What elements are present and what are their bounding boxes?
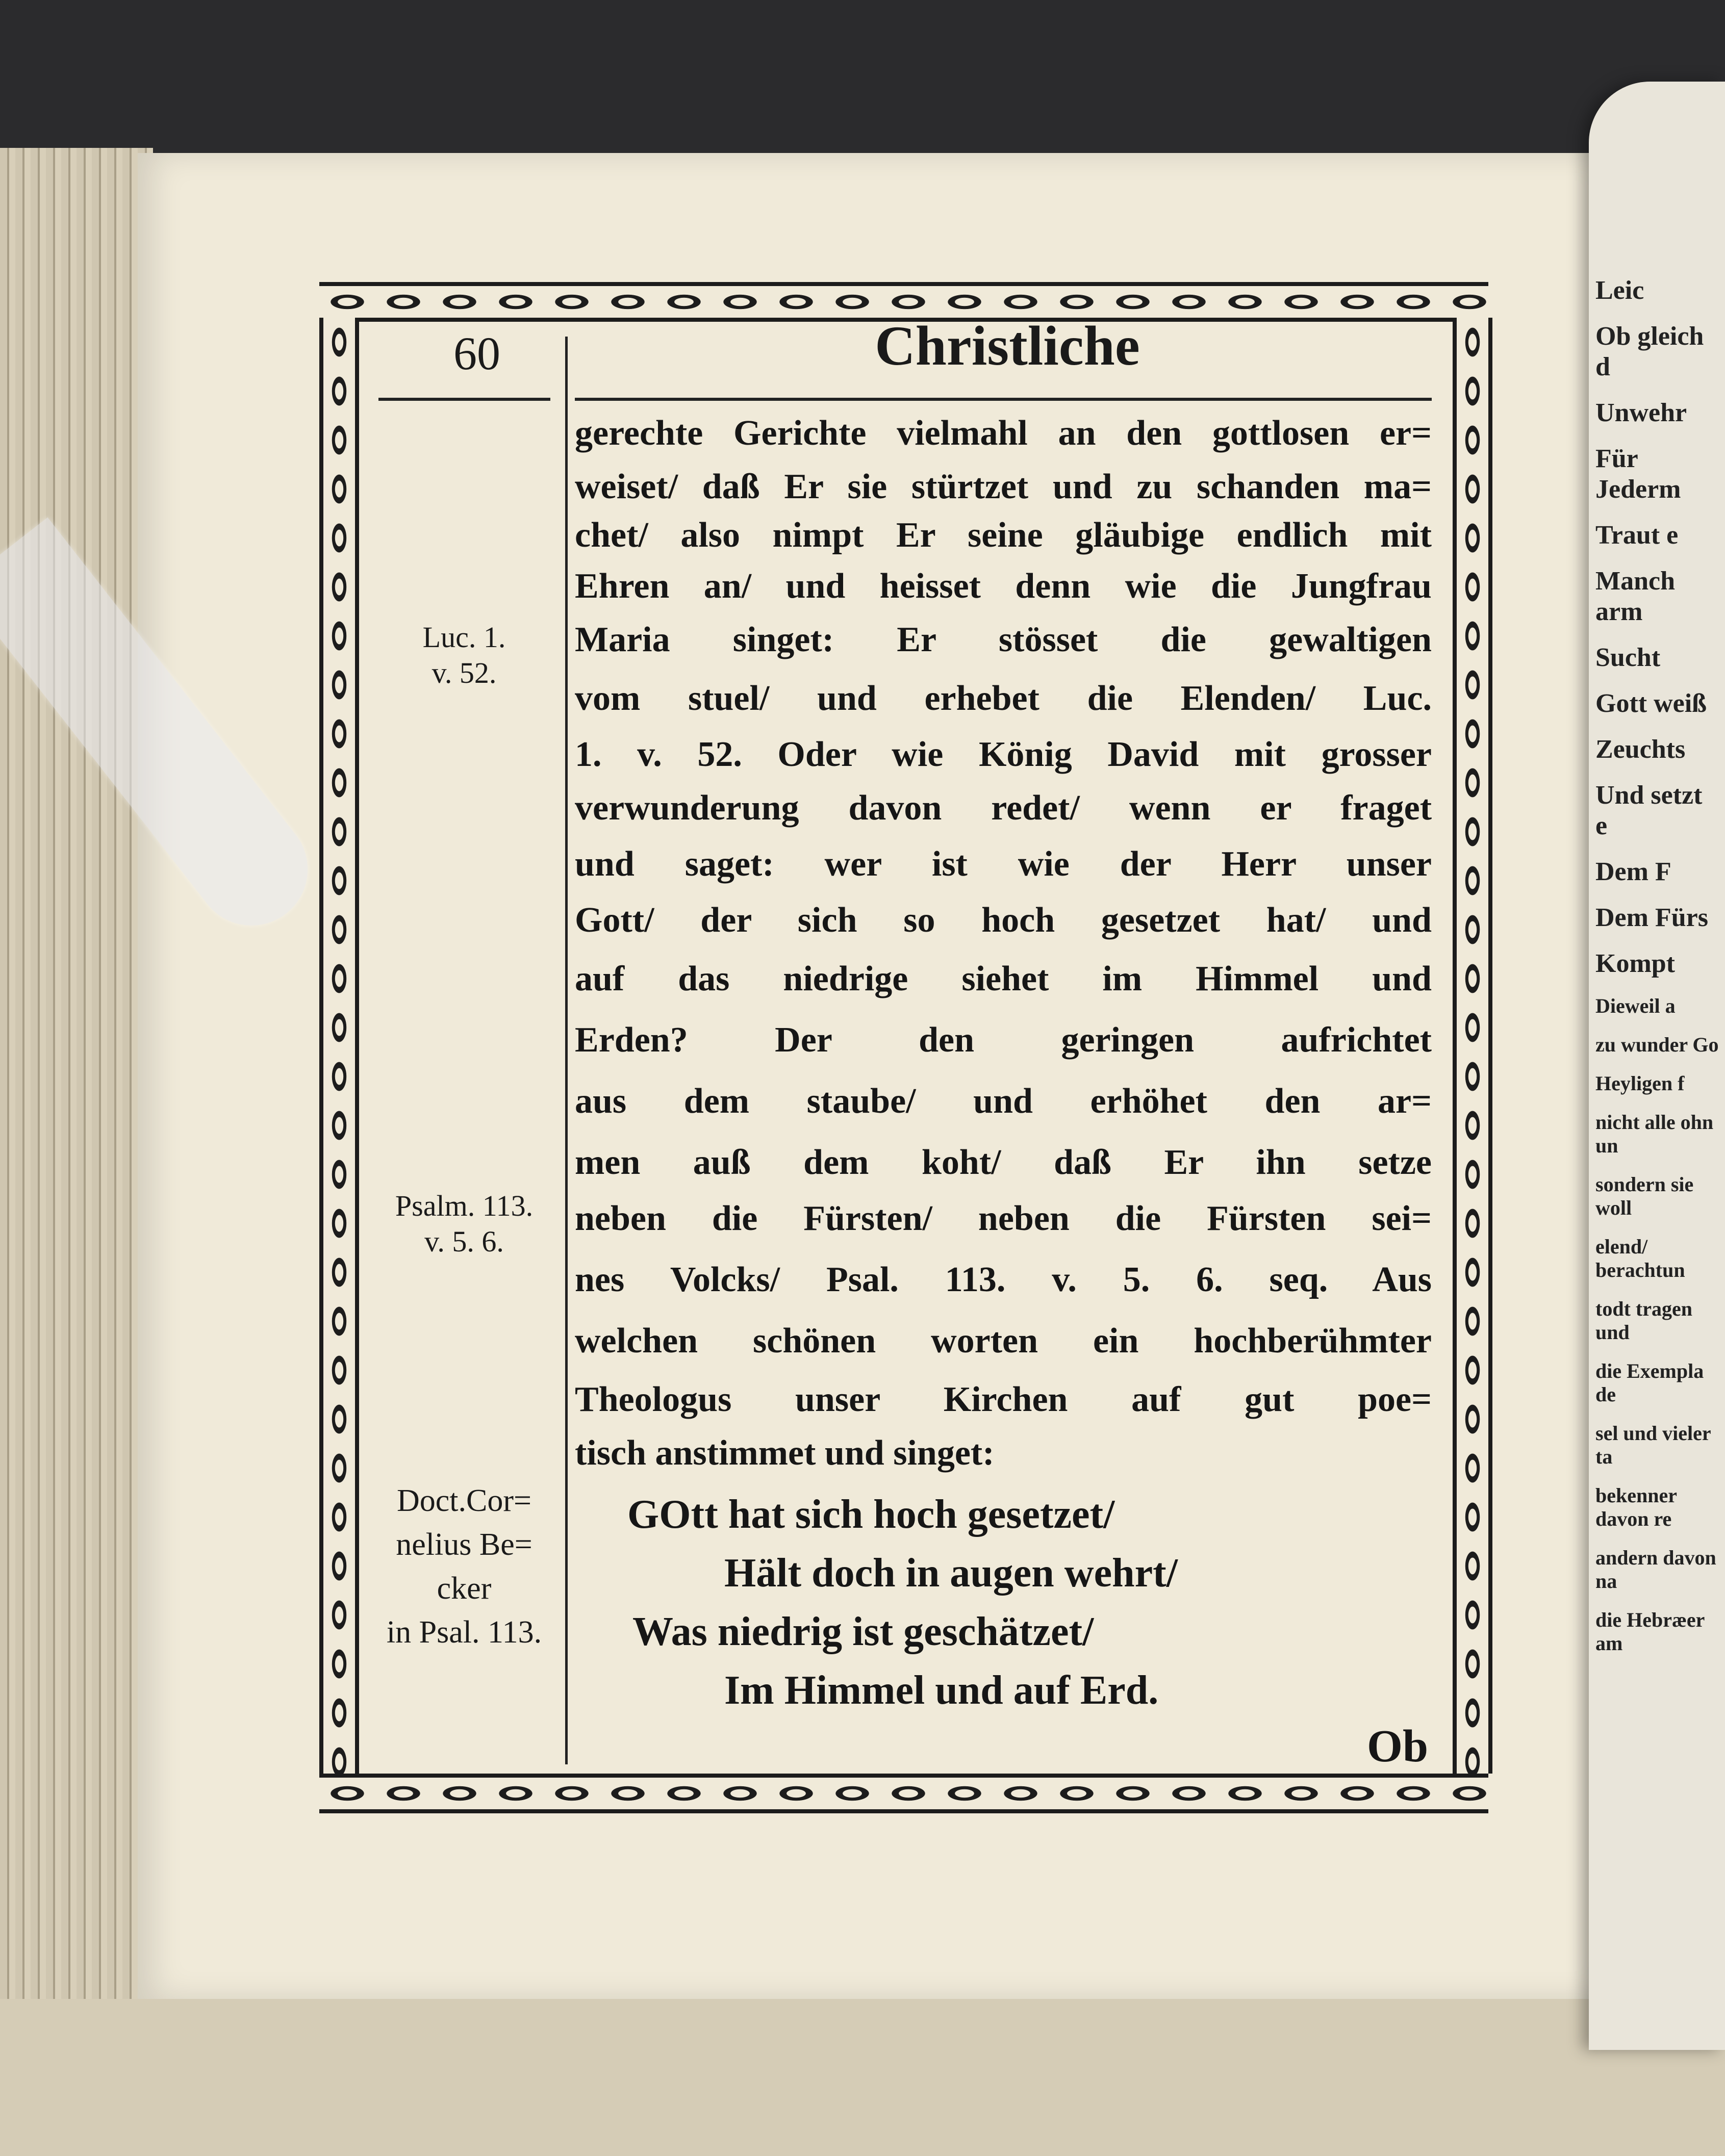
body-line: tisch anstimmet und singet: — [575, 1433, 995, 1473]
ornamental-border-bottom — [319, 1774, 1488, 1813]
facing-page-line: Für Jederm — [1595, 444, 1681, 504]
book-edge-below — [0, 1999, 1725, 2156]
margin-note-line: Doct.Cor= — [397, 1483, 531, 1518]
facing-page-line: sondern sie woll — [1595, 1173, 1694, 1219]
facing-page-line: zu wunder Go — [1595, 1033, 1719, 1056]
facing-page-line: Heyligen f — [1595, 1072, 1685, 1095]
body-line: men auß dem koht/ daß Er ihn setze — [575, 1143, 1432, 1182]
margin-note-line: cker — [437, 1571, 492, 1606]
margin-note-line: v. 5. 6. — [424, 1225, 504, 1258]
facing-page-line: Unwehr — [1595, 398, 1687, 427]
facing-page-line: Dieweil a — [1595, 994, 1676, 1017]
body-line: Erden? Der den geringen aufrichtet — [575, 1020, 1432, 1060]
verse-line: Hält doch in augen wehrt/ — [724, 1551, 1178, 1596]
margin-note-line: v. 52. — [432, 656, 497, 689]
margin-note-psalm — [367, 1188, 561, 1260]
facing-page-line: Zeuchts — [1595, 735, 1686, 764]
facing-page-line: todt tragen und — [1595, 1297, 1692, 1344]
running-head: Christliche — [875, 315, 1140, 377]
header-rule-text — [575, 398, 1432, 401]
margin-note-becker — [367, 1479, 561, 1654]
body-line: und saget: wer ist wie der Herr unser — [575, 844, 1432, 884]
verse-line: GOtt hat sich hoch gesetzet/ — [627, 1492, 1115, 1537]
margin-note-luc — [367, 620, 561, 691]
body-line: vom stuel/ und erhebet die Elenden/ Luc. — [575, 679, 1432, 718]
book-fore-edges — [0, 148, 153, 2065]
facing-page-line: Und setzt e — [1595, 781, 1703, 840]
body-line: Theologus unser Kirchen auf gut poe= — [575, 1380, 1432, 1419]
header-rule-margin — [378, 398, 550, 401]
facing-page-line: nicht alle ohn un — [1595, 1111, 1714, 1157]
body-line: welchen schönen worten ein hochberühmter — [575, 1321, 1432, 1361]
verse-line: Im Himmel und auf Erd. — [724, 1668, 1159, 1713]
body-line: 1. v. 52. Oder wie König David mit grosser — [575, 735, 1432, 774]
facing-page-line: Dem Fürs — [1595, 903, 1708, 932]
body-line: weiset/ daß Er sie stürtzet und zu schanden ma= — [575, 467, 1432, 506]
body-line: chet/ also nimpt Er seine gläubige endlich mit — [575, 516, 1432, 555]
body-line: auf das niedrige siehet im Himmel und — [575, 959, 1432, 998]
facing-page-line: Leic — [1595, 276, 1644, 305]
facing-page-line: andern davon na — [1595, 1546, 1716, 1593]
margin-note-line: Luc. 1. — [422, 621, 506, 654]
facing-page-line: Gott weiß — [1595, 689, 1707, 718]
body-line: Maria singet: Er stösset die gewaltigen — [575, 620, 1432, 659]
margin-note-line: Psalm. 113. — [395, 1189, 534, 1222]
body-line: Ehren an/ und heisset denn wie die Jungfrau — [575, 567, 1432, 606]
facing-page-line: Dem F — [1595, 857, 1671, 886]
facing-page-line: Sucht — [1595, 643, 1661, 672]
body-line: nes Volcks/ Psal. 113. v. 5. 6. seq. Aus — [575, 1260, 1432, 1299]
facing-page-text — [1595, 275, 1720, 1655]
ornamental-border-right — [1453, 318, 1492, 1774]
body-line: verwunderung davon redet/ wenn er fraget — [575, 788, 1432, 828]
facing-page-line: die Exempla de — [1595, 1359, 1704, 1406]
facing-page-line: Kompt — [1595, 949, 1675, 978]
margin-note-line: in Psal. 113. — [386, 1615, 542, 1650]
verse-line: Was niedrig ist geschätzet/ — [632, 1609, 1094, 1654]
margin-note-line: nelius Be= — [396, 1527, 532, 1562]
facing-page-line: elend/ berachtun — [1595, 1235, 1685, 1281]
margin-divider-line — [565, 337, 568, 1764]
body-line: Gott/ der sich so hoch gesetzet hat/ und — [575, 901, 1432, 940]
facing-page-line: die Hebræer am — [1595, 1608, 1705, 1655]
facing-page-line: Manch arm — [1595, 567, 1675, 626]
facing-page-line: Ob gleich d — [1595, 322, 1704, 381]
body-line: neben die Fürsten/ neben die Fürsten sei= — [575, 1199, 1432, 1238]
page-number: 60 — [453, 327, 500, 379]
facing-page-line: sel und vieler ta — [1595, 1422, 1711, 1468]
catchword: Ob — [1367, 1721, 1429, 1772]
ornamental-border-left — [319, 318, 359, 1774]
facing-page-line: bekenner davon re — [1595, 1484, 1677, 1530]
body-line: gerechte Gerichte vielmahl an den gottlosen er= — [575, 414, 1432, 453]
facing-page-line: Traut e — [1595, 521, 1679, 550]
body-line: aus dem staube/ und erhöhet den ar= — [575, 1082, 1432, 1121]
